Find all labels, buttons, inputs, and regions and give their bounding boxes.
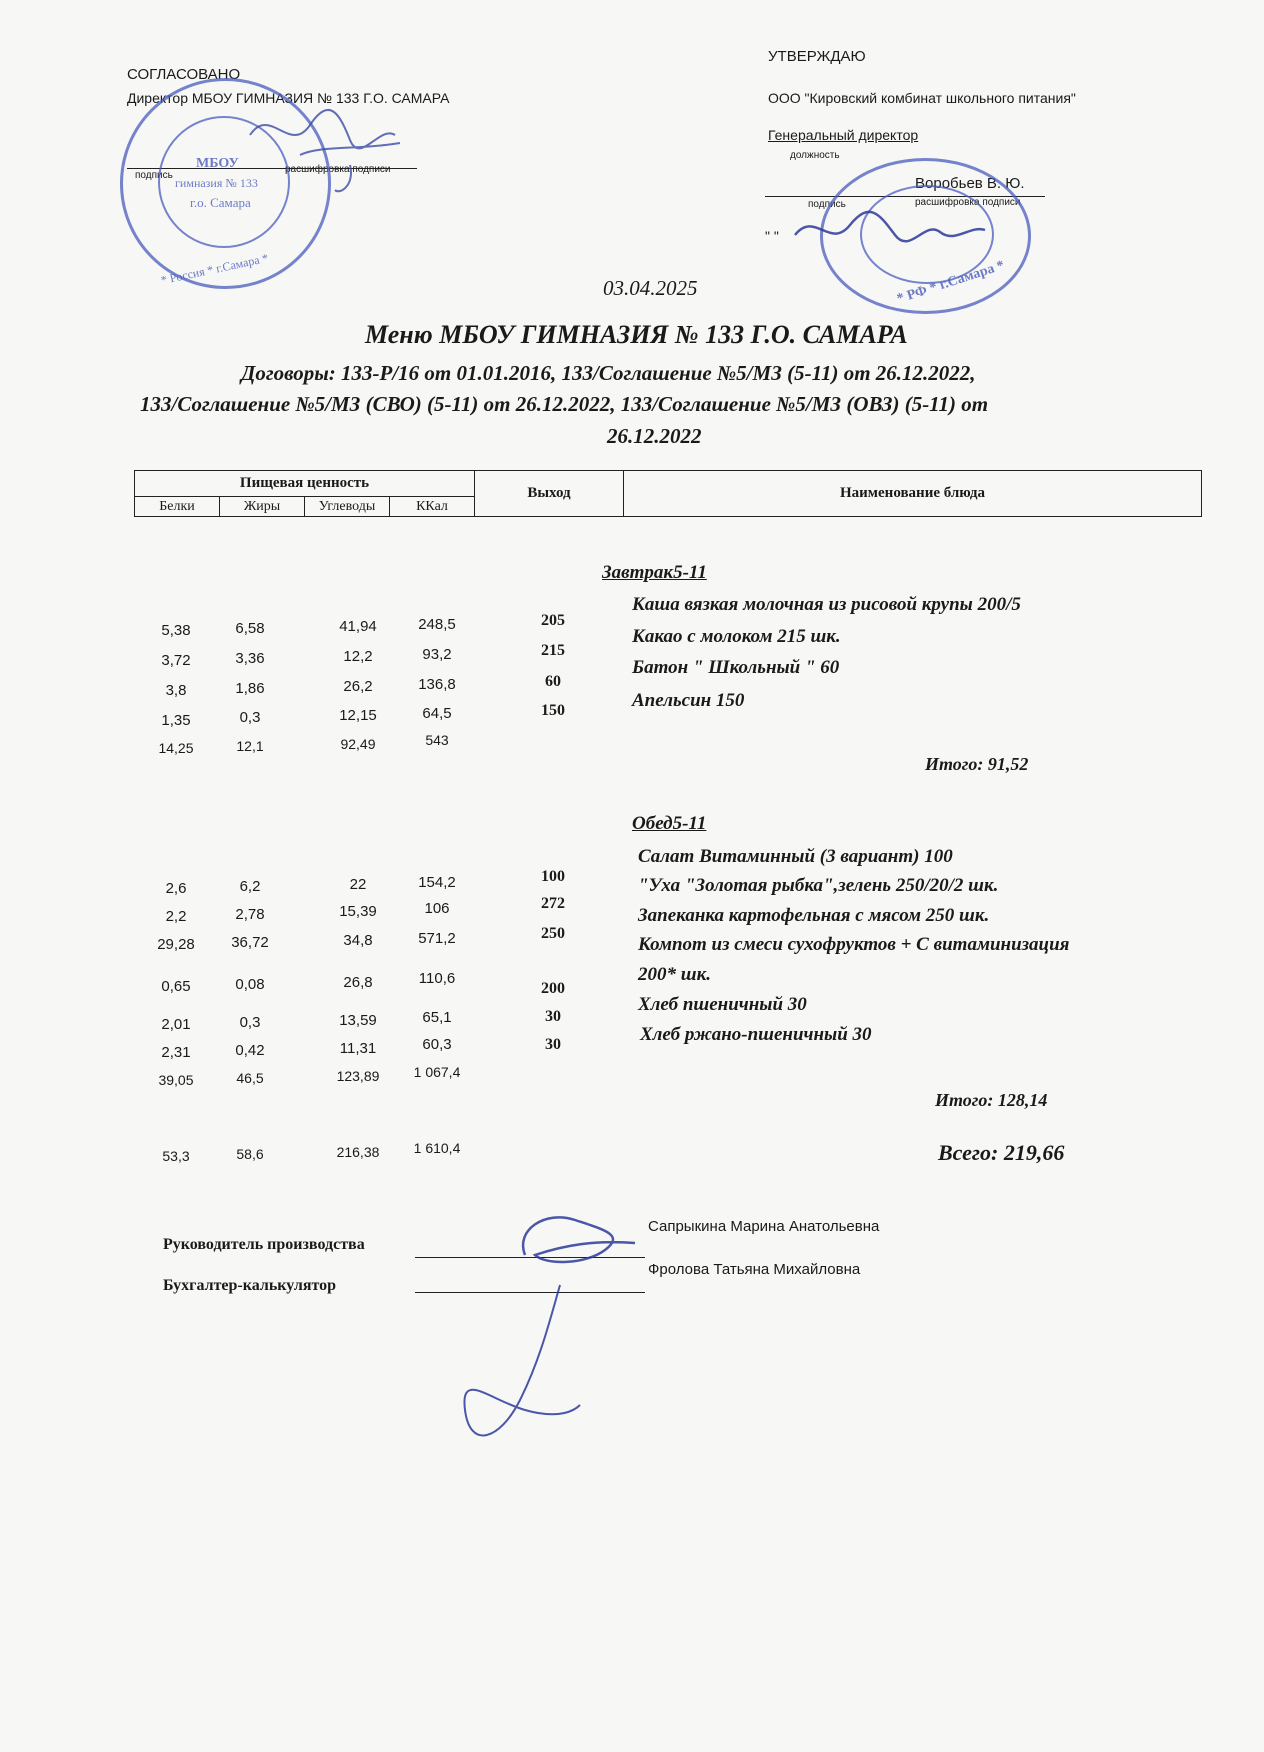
breakfast-row-kcal: 248,5 [418,616,456,633]
lunch-row-carbs: 26,8 [343,974,373,991]
contracts-line-2: 133/Соглашение №5/МЗ (СВО) (5-11) от 26.12.2022, 133/Соглашение №5/МЗ (ОВЗ) (5-11) от [140,392,989,416]
lunch-total-proteins: 39,05 [158,1072,194,1088]
lunch-row-name: Запеканка картофельная с мясом 250 шк. [638,905,990,926]
lunch-row-fats: 36,72 [231,934,269,951]
approval-right-company: ООО "Кировский комбинат школьного питания" [768,90,1076,106]
lunch-row-fats: 0,3 [239,1014,261,1031]
production-head-label: Руководитель производства [163,1236,365,1253]
grand-vsego: Всего: 219,66 [938,1140,1065,1165]
lunch-row-yield: 200 [541,980,565,997]
breakfast-row-proteins: 5,38 [161,622,191,639]
approval-left-position: Директор МБОУ ГИМНАЗИЯ № 133 Г.О. САМАРА [127,90,450,106]
lunch-row-kcal: 106 [424,900,450,917]
grand-total-proteins: 53,3 [162,1148,190,1164]
lunch-row-yield: 100 [541,868,565,885]
approval-left-heading: СОГЛАСОВАНО [127,66,241,83]
lunch-row-proteins: 29,28 [157,936,195,953]
lunch-total-fats: 46,5 [236,1070,264,1086]
menu-table-header [134,470,1202,517]
lunch-row-fats: 0,08 [235,976,265,993]
stamp-left-center-1: МБОУ [196,156,239,171]
approval-right-caption-decode: расшифровка подписи [915,197,1021,208]
lunch-row-proteins: 2,6 [165,880,187,897]
lunch-row-name: Хлеб пшеничный 30 [638,994,807,1015]
stamp-left-ring-text: * Россия * г.Самара * [159,250,270,288]
breakfast-row-name: Апельсин 150 [632,690,745,711]
approval-left-caption-signature: подпись [135,170,173,181]
lunch-row-carbs: 13,59 [339,1012,377,1029]
approval-right-quote: " " [765,228,779,244]
lunch-row-name: "Уха "Золотая рыбка",зелень 250/20/2 шк. [638,875,999,896]
breakfast-row-fats: 0,3 [239,709,261,726]
lunch-row-yield: 272 [541,895,565,912]
breakfast-row-kcal: 136,8 [418,676,456,693]
general-director-signature [790,200,990,260]
lunch-row-carbs: 22 [349,876,367,893]
page-title: Меню МБОУ ГИМНАЗИЯ № 133 Г.О. САМАРА [365,320,908,349]
approval-right-position: Генеральный директор [768,127,919,143]
breakfast-row-yield: 205 [541,612,565,629]
lunch-row-fats: 0,42 [235,1042,265,1059]
lunch-row-kcal: 110,6 [418,970,456,987]
stamp-left-center-2: гимназия № 133 [175,176,258,190]
breakfast-row-carbs: 12,2 [343,648,373,665]
breakfast-row-yield: 215 [541,642,565,659]
approval-right-name: Воробьев В. Ю. [915,175,1025,192]
director-signature [240,95,410,205]
contracts-line-3: 26.12.2022 [607,424,702,448]
lunch-row-yield: 250 [541,925,565,942]
header-kcal: ККал [390,497,475,517]
breakfast-row-carbs: 41,94 [339,618,377,635]
lunch-title: Обед5-11 [632,813,707,834]
breakfast-total-fats: 12,1 [236,738,264,754]
approval-right-heading: УТВЕРЖДАЮ [768,48,866,65]
lunch-row-carbs: 11,31 [339,1040,377,1057]
document-date: 03.04.2025 [603,276,698,300]
lunch-row-carbs: 34,8 [343,932,373,949]
breakfast-row-name: Каша вязкая молочная из рисовой крупы 200/5 [632,594,1021,615]
lunch-row-proteins: 0,65 [161,978,191,995]
breakfast-row-name: Батон " Школьный " 60 [632,657,840,678]
grand-total-carbs: 216,38 [336,1144,380,1160]
breakfast-row-proteins: 3,72 [161,652,191,669]
breakfast-row-fats: 3,36 [235,650,265,667]
breakfast-title: Завтрак5-11 [602,562,707,583]
production-head-signature [505,1205,645,1285]
lunch-row-kcal: 60,3 [422,1036,452,1053]
breakfast-row-fats: 1,86 [235,680,265,697]
breakfast-total-kcal: 543 [425,732,449,748]
breakfast-row-yield: 60 [545,673,561,690]
header-dish-name: Наименование блюда [624,471,1202,517]
header-fats: Жиры [220,497,305,517]
breakfast-total-carbs: 92,49 [340,736,376,752]
approval-right-caption-signature: подпись [808,199,846,210]
lunch-total-kcal: 1 067,4 [413,1064,461,1080]
lunch-row-yield: 30 [545,1008,561,1025]
header-yield: Выход [475,471,624,517]
lunch-row-kcal: 571,2 [418,930,456,947]
grand-total-fats: 58,6 [236,1146,264,1162]
approval-left-caption-decode: расшифровка подписи [285,164,391,175]
lunch-row-name-continued: 200* шк. [638,964,711,985]
breakfast-row-carbs: 26,2 [343,678,373,695]
grand-total-kcal: 1 610,4 [413,1140,461,1156]
lunch-row-fats: 6,2 [239,878,261,895]
lunch-total-carbs: 123,89 [336,1068,380,1084]
accountant-label: Бухгалтер-калькулятор [163,1277,337,1294]
lunch-itogo: Итого: 128,14 [935,1090,1048,1110]
header-carbs: Углеводы [305,497,390,517]
breakfast-row-fats: 6,58 [235,620,265,637]
lunch-row-carbs: 15,39 [339,903,377,920]
lunch-row-proteins: 2,31 [161,1044,191,1061]
header-nutrition: Пищевая ценность [135,471,475,497]
breakfast-row-proteins: 3,8 [165,682,187,699]
production-head-name: Сапрыкина Марина Анатольевна [648,1218,880,1235]
stamp-left-center-3: г.о. Самара [190,195,251,210]
breakfast-row-name: Какао с молоком 215 шк. [632,626,841,647]
lunch-row-kcal: 65,1 [422,1009,452,1026]
lunch-row-proteins: 2,2 [165,908,187,925]
breakfast-row-kcal: 93,2 [422,646,452,663]
stamp-right-ring-text: * РФ * г.Самара * [895,258,1007,307]
approval-right-caption-position: должность [790,150,840,161]
lunch-row-fats: 2,78 [235,906,265,923]
breakfast-row-yield: 150 [541,702,565,719]
lunch-row-name: Хлеб ржано-пшеничный 30 [640,1024,872,1045]
lunch-row-kcal: 154,2 [418,874,456,891]
breakfast-row-proteins: 1,35 [161,712,191,729]
lunch-row-name: Компот из смеси сухофруктов + С витаминизация [638,934,1070,955]
header-proteins: Белки [135,497,220,517]
breakfast-itogo: Итого: 91,52 [925,754,1029,774]
lunch-row-proteins: 2,01 [161,1016,191,1033]
lunch-row-yield: 30 [545,1036,561,1053]
lunch-row-name: Салат Витаминный (3 вариант) 100 [638,846,953,867]
breakfast-row-kcal: 64,5 [422,705,452,722]
contracts-line-1: Договоры: 133-Р/16 от 01.01.2016, 133/Соглашение №5/МЗ (5-11) от 26.12.2022, [241,361,976,385]
accountant-signature [460,1280,590,1450]
breakfast-total-proteins: 14,25 [158,740,194,756]
accountant-name: Фролова Татьяна Михайловна [648,1261,861,1278]
breakfast-row-carbs: 12,15 [339,707,377,724]
